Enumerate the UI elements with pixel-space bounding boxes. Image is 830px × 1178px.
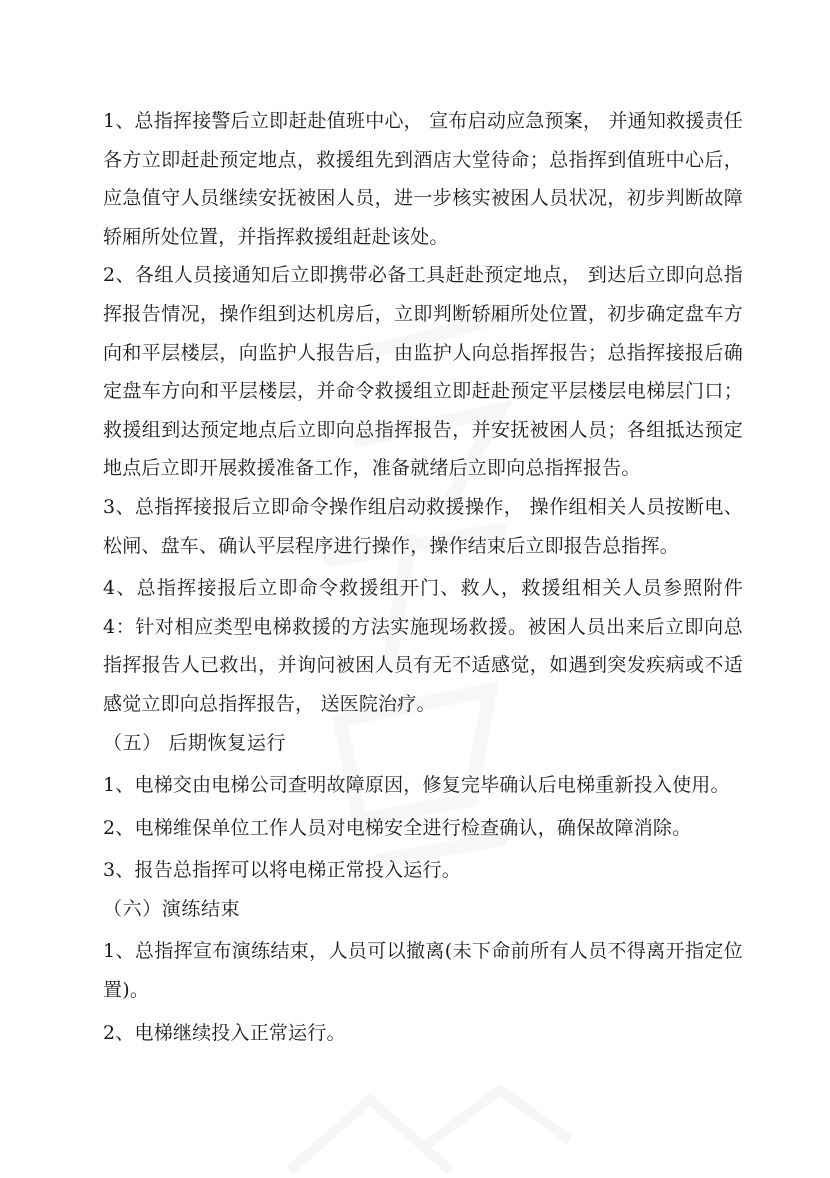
document-body (103, 102, 743, 1052)
paragraph-step-3: 3、总指挥接报后立即命令操作组启动救援操作， 操作组相关人员按断电、 松闸、盘车、确认平层程序进行操作，操作结束后立即报告总指挥。 (103, 495, 743, 557)
section-5-item-2: 2、电梯维保单位工作人员对电梯安全进行检查确认，确保故障消除。 (103, 816, 692, 839)
section-5-heading: （五） 后期恢复运行 (103, 731, 287, 754)
paragraph-step-4: 4、总指挥接报后立即命令救援组开门、救人，救援组相关人员参照附件 4：针对相应类型电梯救援的方法实施现场救援。被困人员出来后立即向总指挥报告人已救出，并询问被困人员有无不适感觉，如遇到突发疾病或不适感觉立即向总指挥报告， 送医院治疗。 (103, 577, 743, 715)
paragraph-step-1: 1、总指挥接警后立即赶赴值班中心， 宣布启动应急预案， 并通知救援责任各方立即赶赴预定地点，救援组先到酒店大堂待命；总指挥到值班中心后，应急值守人员继续安抚被困人员，进一步核实被困人员状况，初步判断故障轿厢所处位置，并指挥救援组赶赴该处。 (103, 110, 743, 248)
section-6-item-2: 2、电梯继续投入正常运行。 (103, 1021, 346, 1044)
section-6-heading: （六）演练结束 (103, 897, 241, 920)
section-6-item-1: 1、总指挥宣布演练结束，人员可以撤离(未下命前所有人员不得离开指定位置)。 (103, 940, 743, 1002)
paragraph-step-2: 2、各组人员接通知后立即携带必备工具赶赴预定地点， 到达后立即向总指挥报告情况，操作组到达机房后，立即判断轿厢所处位置，初步确定盘车方向和平层楼层，向监护人报告后，由监护人向总指挥报告；总指挥接报后确定盘车方向和平层楼层，并命令救援组立即赶赴预定平层楼层电梯层门口；救援组到达预定地点后立即向总指挥报告，并安抚被困人员；各组抵达预定地点后立即开展救援准备工作，准备就绪后立即向总指挥报告。 (103, 264, 743, 480)
section-5-item-1: 1、电梯交由电梯公司查明故障原因，修复完毕确认后电梯重新投入使用。 (103, 774, 730, 797)
section-5-item-3: 3、报告总指挥可以将电梯正常投入运行。 (103, 859, 461, 882)
watermark-footer-graphic (250, 1080, 580, 1174)
